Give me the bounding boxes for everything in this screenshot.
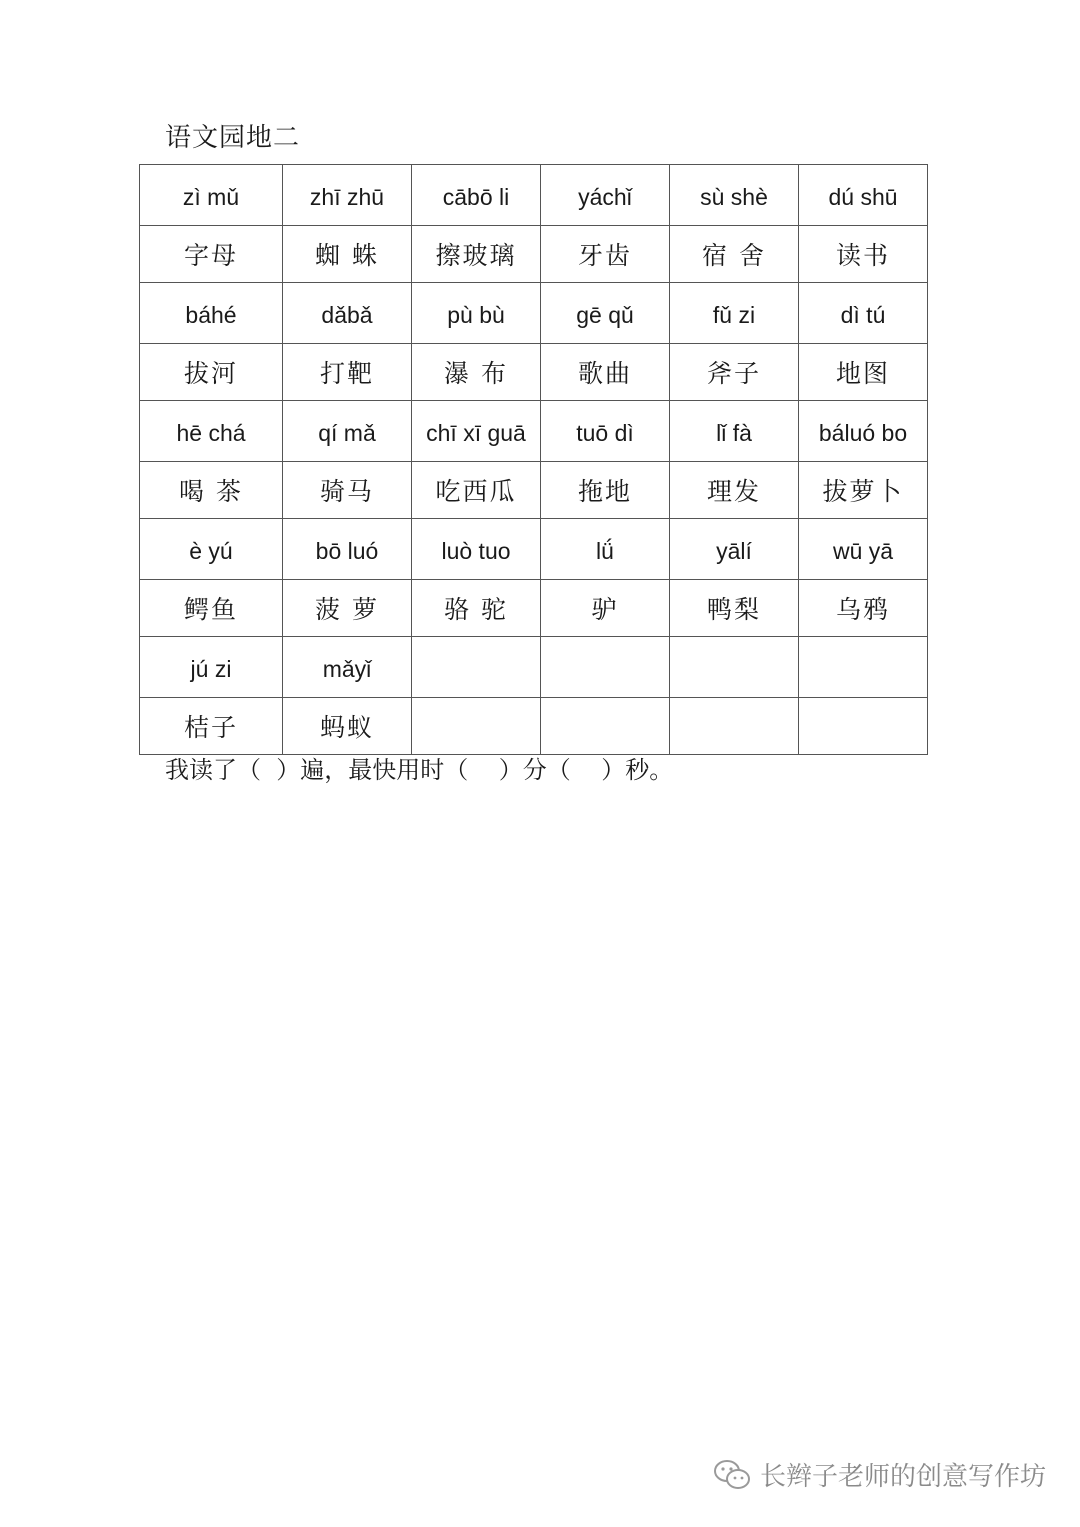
- pinyin-row: [140, 165, 928, 226]
- pinyin-cell: zhī zhū: [283, 165, 412, 226]
- hanzi-cell: 牙齿: [541, 226, 670, 283]
- hanzi-cell: 拖地: [541, 462, 670, 519]
- pinyin-cell: fǔ zi: [670, 283, 799, 344]
- hanzi-cell: 拔萝卜: [799, 462, 928, 519]
- hanzi-cell: 蜘 蛛: [283, 226, 412, 283]
- hanzi-row: [140, 580, 928, 637]
- pinyin-cell: [670, 637, 799, 698]
- hanzi-cell: 理发: [670, 462, 799, 519]
- hanzi-cell: [799, 698, 928, 755]
- pinyin-cell: mǎyǐ: [283, 637, 412, 698]
- pinyin-cell: sù shè: [670, 165, 799, 226]
- watermark-text: 长辫子老师的创意写作坊: [759, 1462, 1046, 1492]
- pinyin-table: [139, 164, 928, 755]
- pinyin-cell: qí mǎ: [283, 401, 412, 462]
- pinyin-cell: báluó bo: [799, 401, 928, 462]
- hanzi-row: [140, 698, 928, 755]
- pinyin-cell: dǎbǎ: [283, 283, 412, 344]
- wechat-icon: [712, 1458, 752, 1492]
- hanzi-cell: 斧子: [670, 344, 799, 401]
- pinyin-cell: lǘ: [541, 519, 670, 580]
- hanzi-cell: 驴: [541, 580, 670, 637]
- hanzi-cell: 吃西瓜: [412, 462, 541, 519]
- page-title: 语文园地二: [165, 123, 301, 153]
- hanzi-cell: 歌曲: [541, 344, 670, 401]
- hanzi-cell: 喝 茶: [140, 462, 283, 519]
- pinyin-cell: [799, 637, 928, 698]
- hanzi-cell: 擦玻璃: [412, 226, 541, 283]
- pinyin-cell: gē qǔ: [541, 283, 670, 344]
- hanzi-cell: 瀑 布: [412, 344, 541, 401]
- hanzi-cell: 桔子: [140, 698, 283, 755]
- pinyin-cell: yālí: [670, 519, 799, 580]
- hanzi-cell: 蚂蚁: [283, 698, 412, 755]
- hanzi-cell: 字母: [140, 226, 283, 283]
- pinyin-cell: jú zi: [140, 637, 283, 698]
- pinyin-cell: è yú: [140, 519, 283, 580]
- pinyin-cell: hē chá: [140, 401, 283, 462]
- hanzi-cell: [541, 698, 670, 755]
- pinyin-cell: cābō li: [412, 165, 541, 226]
- pinyin-row: [140, 637, 928, 698]
- pinyin-row: [140, 283, 928, 344]
- hanzi-cell: 打靶: [283, 344, 412, 401]
- pinyin-cell: dú shū: [799, 165, 928, 226]
- hanzi-cell: 菠 萝: [283, 580, 412, 637]
- pinyin-cell: báhé: [140, 283, 283, 344]
- reading-record-line: 我读了（ ）遍，最快用时（ ）分（ ）秒。: [165, 756, 674, 784]
- hanzi-row: [140, 344, 928, 401]
- hanzi-cell: 鸭梨: [670, 580, 799, 637]
- pinyin-cell: pù bù: [412, 283, 541, 344]
- pinyin-cell: dì tú: [799, 283, 928, 344]
- hanzi-cell: 地图: [799, 344, 928, 401]
- hanzi-cell: 宿 舍: [670, 226, 799, 283]
- watermark: [712, 1456, 1046, 1493]
- hanzi-cell: 读书: [799, 226, 928, 283]
- hanzi-cell: 乌鸦: [799, 580, 928, 637]
- pinyin-cell: tuō dì: [541, 401, 670, 462]
- pinyin-cell: lǐ fà: [670, 401, 799, 462]
- pinyin-cell: [541, 637, 670, 698]
- pinyin-row: [140, 519, 928, 580]
- hanzi-cell: 鳄鱼: [140, 580, 283, 637]
- hanzi-cell: [412, 698, 541, 755]
- pinyin-cell: [412, 637, 541, 698]
- pinyin-cell: wū yā: [799, 519, 928, 580]
- hanzi-cell: [670, 698, 799, 755]
- pinyin-cell: bō luó: [283, 519, 412, 580]
- pinyin-row: [140, 401, 928, 462]
- hanzi-cell: 骆 驼: [412, 580, 541, 637]
- pinyin-cell: chī xī guā: [412, 401, 541, 462]
- hanzi-row: [140, 462, 928, 519]
- hanzi-cell: 拔河: [140, 344, 283, 401]
- pinyin-cell: zì mǔ: [140, 165, 283, 226]
- hanzi-row: [140, 226, 928, 283]
- pinyin-cell: yáchǐ: [541, 165, 670, 226]
- pinyin-cell: luò tuo: [412, 519, 541, 580]
- hanzi-cell: 骑马: [283, 462, 412, 519]
